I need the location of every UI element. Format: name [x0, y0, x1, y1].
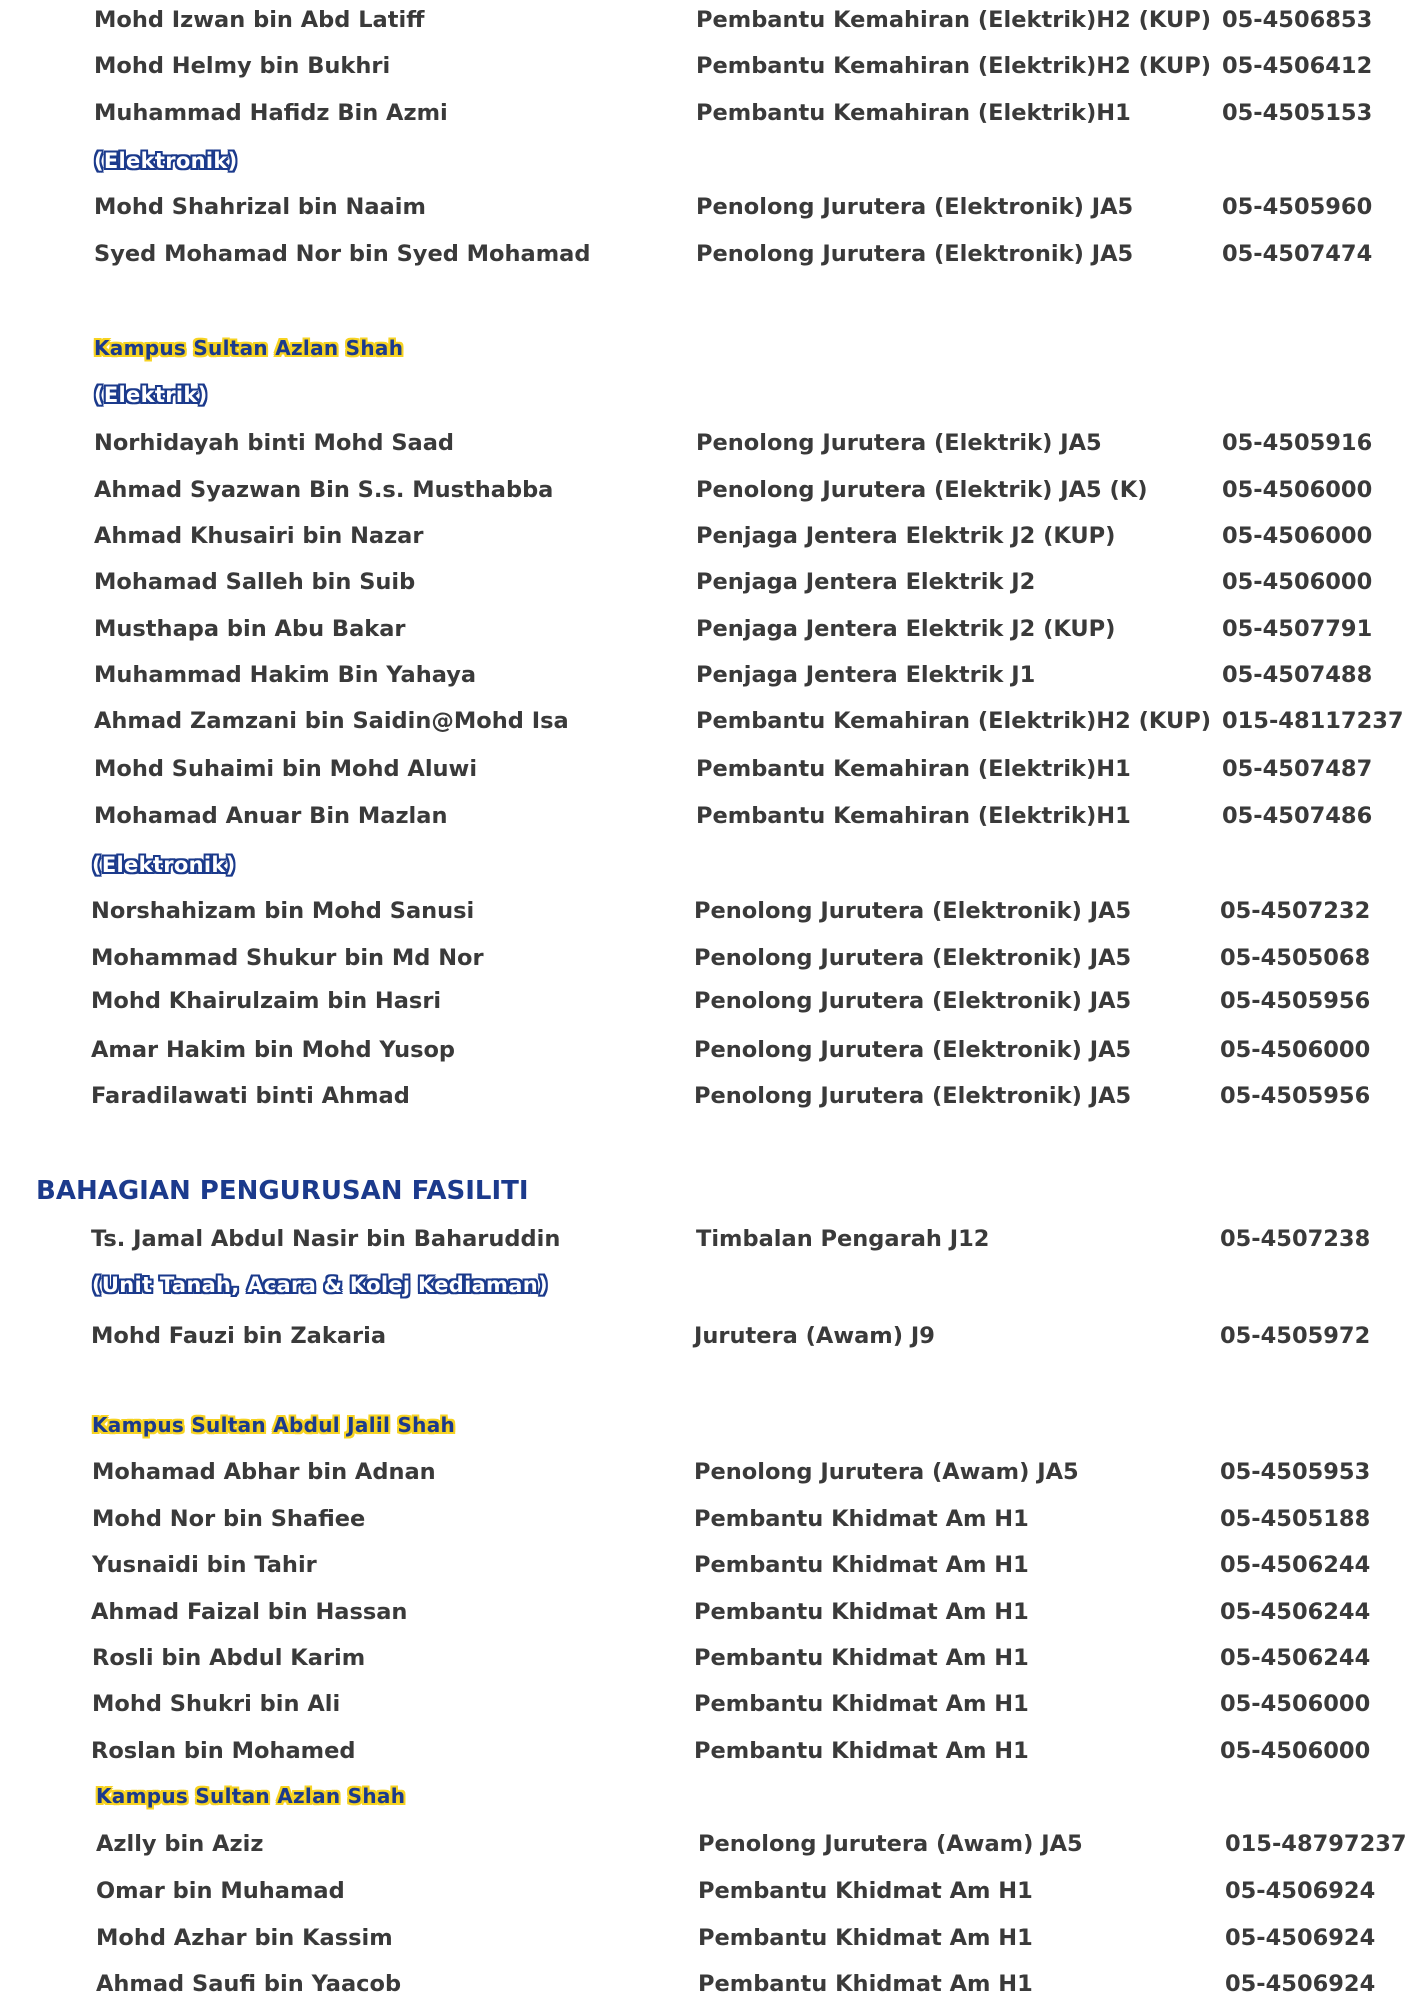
- staff-phone: 05-4505956: [1220, 1083, 1371, 1109]
- staff-row: [0, 1871, 1414, 1911]
- staff-phone: 05-4506000: [1220, 1738, 1371, 1764]
- staff-name: Amar Hakim bin Mohd Yusop: [91, 1037, 456, 1063]
- staff-phone: 05-4506000: [1222, 477, 1373, 503]
- staff-phone: 05-4507488: [1222, 662, 1373, 688]
- staff-name: Mohd Khairulzaim bin Hasri: [91, 988, 442, 1014]
- staff-phone: 05-4505068: [1220, 945, 1371, 971]
- staff-phone: 05-4506412: [1222, 53, 1373, 79]
- staff-position: Pembantu Khidmat Am H1: [698, 1925, 1033, 1951]
- staff-phone: 05-4506000: [1222, 523, 1373, 549]
- staff-position: Penolong Jurutera (Elektronik) JA5: [694, 945, 1132, 971]
- staff-row: [0, 1731, 1414, 1771]
- staff-phone: 015-48797237: [1225, 1831, 1407, 1857]
- staff-name: Syed Mohamad Nor bin Syed Mohamad: [94, 241, 591, 267]
- campus-label: Kampus Sultan Azlan Shah: [94, 336, 404, 360]
- staff-row: [0, 609, 1414, 649]
- staff-name: Faradilawati binti Ahmad: [91, 1083, 410, 1109]
- staff-name: Azlly bin Aziz: [96, 1831, 264, 1857]
- staff-position: Pembantu Kemahiran (Elektrik)H1: [696, 756, 1131, 782]
- staff-position: Penjaga Jentera Elektrik J1: [696, 662, 1036, 688]
- staff-name: Roslan bin Mohamed: [91, 1738, 356, 1764]
- staff-phone: 05-4506000: [1220, 1037, 1371, 1063]
- staff-row: [0, 0, 1414, 40]
- staff-phone: 05-4506924: [1225, 1971, 1376, 1997]
- staff-phone: 05-4506000: [1222, 569, 1373, 595]
- staff-row: [0, 1824, 1414, 1864]
- staff-phone: 05-4505916: [1222, 430, 1373, 456]
- staff-row: [0, 1030, 1414, 1070]
- staff-row: [0, 1638, 1414, 1678]
- staff-row: [0, 470, 1414, 510]
- staff-row: [0, 749, 1414, 789]
- campus-label: Kampus Sultan Azlan Shah: [96, 1784, 406, 1808]
- staff-row: [0, 796, 1414, 836]
- staff-phone: 015-48117237: [1222, 708, 1404, 734]
- staff-name: Ahmad Khusairi bin Nazar: [94, 523, 424, 549]
- staff-phone: 05-4507238: [1220, 1226, 1371, 1252]
- staff-phone: 05-4507232: [1220, 898, 1371, 924]
- staff-name: Norshahizam bin Mohd Sanusi: [91, 898, 475, 924]
- staff-name: Yusnaidi bin Tahir: [92, 1552, 317, 1578]
- staff-row: [0, 701, 1414, 741]
- staff-position: Penolong Jurutera (Elektronik) JA5: [694, 1037, 1132, 1063]
- staff-phone: 05-4507487: [1222, 756, 1373, 782]
- staff-row: [0, 93, 1414, 133]
- staff-position: Pembantu Khidmat Am H1: [694, 1552, 1029, 1578]
- staff-position: Penolong Jurutera (Elektronik) JA5: [696, 241, 1134, 267]
- staff-name: Mohamad Salleh bin Suib: [94, 569, 416, 595]
- staff-name: Mohd Fauzi bin Zakaria: [91, 1323, 387, 1349]
- staff-phone: 05-4506244: [1220, 1645, 1371, 1671]
- staff-phone: 05-4507474: [1222, 241, 1373, 267]
- staff-name: Rosli bin Abdul Karim: [92, 1645, 366, 1671]
- staff-position: Pembantu Khidmat Am H1: [698, 1878, 1033, 1904]
- staff-name: Mohd Shukri bin Ali: [92, 1691, 341, 1717]
- staff-phone: 05-4506244: [1220, 1599, 1371, 1625]
- staff-phone: 05-4505153: [1222, 100, 1373, 126]
- staff-phone: 05-4506924: [1225, 1878, 1376, 1904]
- staff-position: Penolong Jurutera (Elektronik) JA5: [694, 988, 1132, 1014]
- staff-position: Timbalan Pengarah J12: [696, 1226, 990, 1252]
- staff-row: [0, 938, 1414, 978]
- staff-name: Norhidayah binti Mohd Saad: [94, 430, 455, 456]
- staff-row: [0, 1684, 1414, 1724]
- staff-row: [0, 1918, 1414, 1958]
- staff-phone: 05-4505953: [1220, 1459, 1371, 1485]
- staff-position: Pembantu Kemahiran (Elektrik)H2 (KUP): [696, 708, 1211, 734]
- staff-position: Penjaga Jentera Elektrik J2: [696, 569, 1036, 595]
- section-heading: BAHAGIAN PENGURUSAN FASILITI: [36, 1176, 529, 1206]
- staff-position: Penolong Jurutera (Elektronik) JA5: [694, 1083, 1132, 1109]
- staff-name: Ahmad Syazwan Bin S.s. Musthabba: [94, 477, 554, 503]
- staff-position: Pembantu Khidmat Am H1: [694, 1506, 1029, 1532]
- staff-position: Penolong Jurutera (Awam) JA5: [698, 1831, 1083, 1857]
- staff-name: Muhammad Hafidz Bin Azmi: [94, 100, 448, 126]
- staff-position: Pembantu Kemahiran (Elektrik)H1: [696, 803, 1131, 829]
- staff-row: [0, 1964, 1414, 2004]
- staff-position: Pembantu Khidmat Am H1: [694, 1599, 1029, 1625]
- staff-name: Muhammad Hakim Bin Yahaya: [94, 662, 477, 688]
- staff-position: Penjaga Jentera Elektrik J2 (KUP): [696, 616, 1116, 642]
- staff-phone: 05-4507486: [1222, 803, 1373, 829]
- staff-name: Ahmad Zamzani bin Saidin@Mohd Isa: [94, 708, 569, 734]
- staff-name: Mohamad Abhar bin Adnan: [92, 1459, 436, 1485]
- staff-row: [0, 187, 1414, 227]
- staff-row: [0, 981, 1414, 1021]
- staff-phone: 05-4506000: [1220, 1691, 1371, 1717]
- staff-row: [0, 423, 1414, 463]
- staff-row: [0, 1499, 1414, 1539]
- staff-name: Mohd Shahrizal bin Naaim: [94, 194, 426, 220]
- staff-row: [0, 234, 1414, 274]
- staff-row: [0, 1076, 1414, 1116]
- staff-name: Mohd Nor bin Shafiee: [92, 1506, 366, 1532]
- staff-name: Omar bin Muhamad: [96, 1878, 345, 1904]
- staff-position: Pembantu Khidmat Am H1: [694, 1738, 1029, 1764]
- staff-position: Pembantu Kemahiran (Elektrik)H2 (KUP): [696, 7, 1211, 33]
- staff-phone: 05-4507791: [1222, 616, 1373, 642]
- staff-row: [0, 891, 1414, 931]
- staff-row: [0, 562, 1414, 602]
- subheading-elektrik: (Elektrik): [94, 383, 208, 407]
- staff-position: Jurutera (Awam) J9: [694, 1323, 935, 1349]
- staff-position: Penjaga Jentera Elektrik J2 (KUP): [696, 523, 1116, 549]
- staff-phone: 05-4506924: [1225, 1925, 1376, 1951]
- staff-name: Mohd Azhar bin Kassim: [96, 1925, 393, 1951]
- staff-row: [0, 1316, 1414, 1356]
- subheading-elektronik: (Elektronik): [94, 149, 238, 173]
- subheading-elektronik: (Elektronik): [92, 853, 236, 877]
- staff-row: [0, 516, 1414, 556]
- staff-position: Pembantu Kemahiran (Elektrik)H2 (KUP): [696, 53, 1211, 79]
- staff-row: [0, 46, 1414, 86]
- staff-position: Pembantu Khidmat Am H1: [698, 1971, 1033, 1997]
- staff-position: Penolong Jurutera (Elektrik) JA5 (K): [696, 477, 1148, 503]
- staff-name: Ahmad Saufi bin Yaacob: [96, 1971, 402, 1997]
- staff-phone: 05-4506853: [1222, 7, 1373, 33]
- staff-row: [0, 1219, 1414, 1259]
- staff-name: Musthapa bin Abu Bakar: [94, 616, 406, 642]
- staff-name: Mohammad Shukur bin Md Nor: [91, 945, 484, 971]
- staff-phone: 05-4505956: [1220, 988, 1371, 1014]
- staff-row: [0, 1592, 1414, 1632]
- staff-position: Penolong Jurutera (Elektrik) JA5: [696, 430, 1102, 456]
- staff-position: Penolong Jurutera (Awam) JA5: [694, 1459, 1079, 1485]
- staff-phone: 05-4505188: [1220, 1506, 1371, 1532]
- staff-phone: 05-4505972: [1220, 1323, 1371, 1349]
- staff-row: [0, 655, 1414, 695]
- subheading-unit: (Unit Tanah, Acara & Kolej Kediaman): [92, 1273, 548, 1297]
- staff-name: Mohd Suhaimi bin Mohd Aluwi: [94, 756, 478, 782]
- staff-position: Pembantu Khidmat Am H1: [694, 1645, 1029, 1671]
- staff-position: Penolong Jurutera (Elektronik) JA5: [696, 194, 1134, 220]
- staff-position: Pembantu Kemahiran (Elektrik)H1: [696, 100, 1131, 126]
- staff-phone: 05-4505960: [1222, 194, 1373, 220]
- staff-row: [0, 1452, 1414, 1492]
- staff-phone: 05-4506244: [1220, 1552, 1371, 1578]
- staff-row: [0, 1545, 1414, 1585]
- staff-name: Ts. Jamal Abdul Nasir bin Baharuddin: [91, 1226, 561, 1252]
- staff-position: Penolong Jurutera (Elektronik) JA5: [694, 898, 1132, 924]
- staff-name: Ahmad Faizal bin Hassan: [91, 1599, 408, 1625]
- campus-label: Kampus Sultan Abdul Jalil Shah: [92, 1413, 456, 1437]
- staff-name: Mohd Izwan bin Abd Latiff: [94, 7, 425, 33]
- staff-name: Mohamad Anuar Bin Mazlan: [94, 803, 448, 829]
- staff-name: Mohd Helmy bin Bukhri: [94, 53, 391, 79]
- staff-position: Pembantu Khidmat Am H1: [694, 1691, 1029, 1717]
